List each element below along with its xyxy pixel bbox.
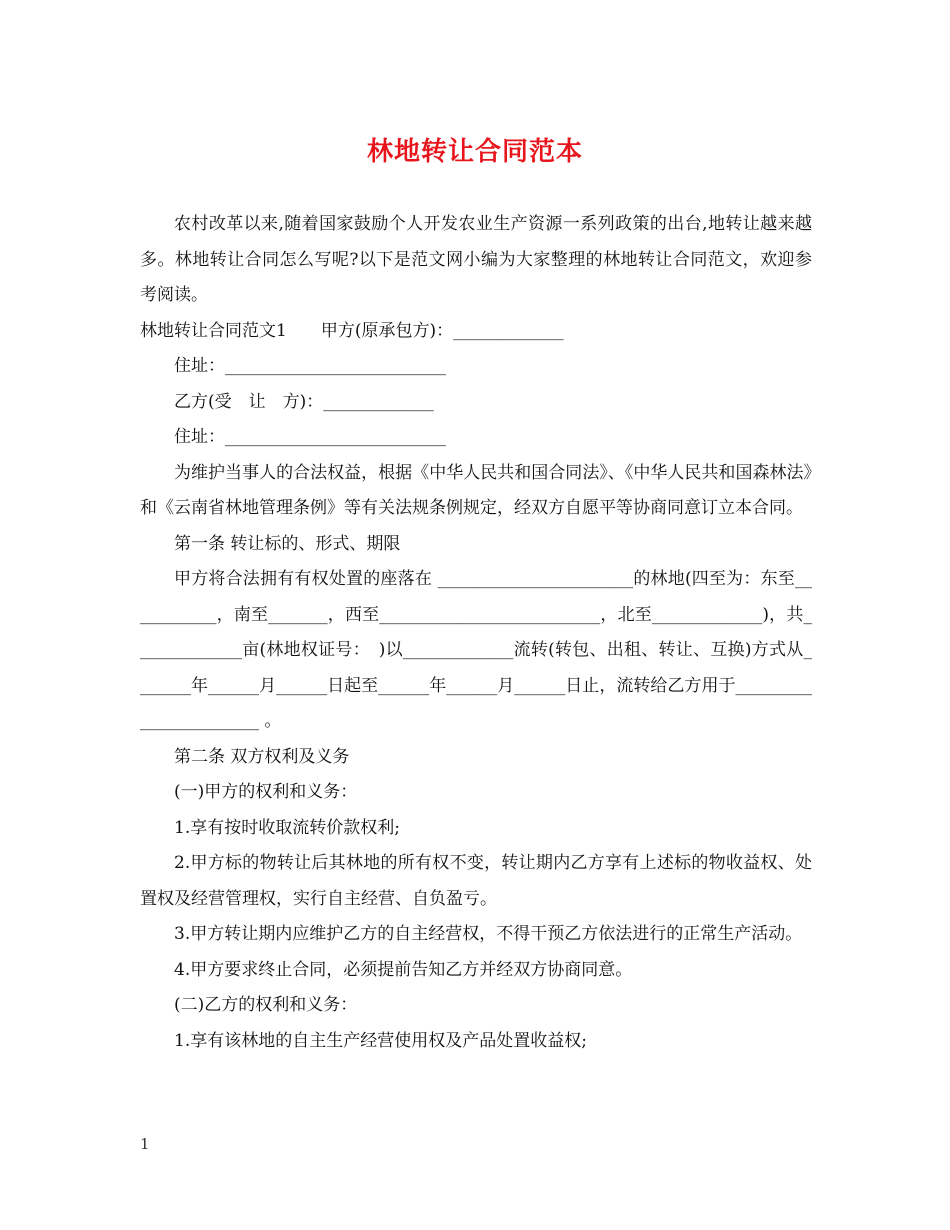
paragraph-party-a-rights-heading: (一)甲方的权利和义务： [174, 782, 358, 802]
paragraph-address-a: 住址：__________________________ [174, 356, 446, 376]
paragraph-article-1-heading: 第一条 转让标的、形式、期限 [174, 533, 401, 554]
paragraph-party-a-right-2: 2.甲方标的物转让后其林地的所有权不变，转让期内乙方享有上述标的物收益权、处置权及经营管理权，实行自主经营、自负盈亏。 [140, 853, 812, 909]
paragraph-party-a-right-4: 4.甲方要求终止合同，必须提前告知乙方并经双方协商同意。 [174, 959, 633, 980]
paragraph-article-2-heading: 第二条 双方权利及义务 [174, 746, 350, 767]
paragraph-preamble: 为维护当事人的合法权益，根据《中华人民共和国合同法》、《中华人民共和国森林法》和《云南省林地管理条例》等有关法规条例规定，经双方自愿平等协商同意订立本合同。 [140, 462, 812, 518]
paragraph-article-1-body: 甲方将合法拥有有权处置的座落在 _______________________的林地(四至为：东至___________，南至_______，西至__________________________，北至_____________)，共_____________亩(林地权证号： )以_____________流转(转包、出租、转让、互换)方式从_______年______月______日起至______年______月______日止，流转给乙方用于_______________________ 。 [140, 569, 812, 731]
paragraph-party-a: 林地转让合同范文1 甲方(原承包方)：_____________ [140, 320, 564, 341]
paragraph-party-b-rights-heading: (二)乙方的权利和义务： [174, 995, 358, 1015]
paragraph-address-b: 住址：__________________________ [174, 427, 446, 447]
paragraph-party-a-right-1: 1.享有按时收取流转价款权利; [174, 817, 400, 838]
document-body [140, 207, 812, 1059]
paragraph-party-b: 乙方(受 让 方)：_____________ [174, 391, 434, 412]
page-number: 1 [140, 1135, 150, 1153]
paragraph-intro: 农村改革以来,随着国家鼓励个人开发农业生产资源一系列政策的出台,地转让越来越多。林地转让合同怎么写呢?以下是范文网小编为大家整理的林地转让合同范文，欢迎参考阅读。 [140, 214, 812, 305]
document-title: 林地转让合同范本 [366, 137, 583, 167]
paragraph-party-a-right-3: 3.甲方转让期内应维护乙方的自主经营权，不得干预乙方依法进行的正常生产活动。 [174, 924, 803, 944]
paragraph-party-b-right-1: 1.享有该林地的自主生产经营使用权及产品处置收益权; [174, 1030, 587, 1051]
